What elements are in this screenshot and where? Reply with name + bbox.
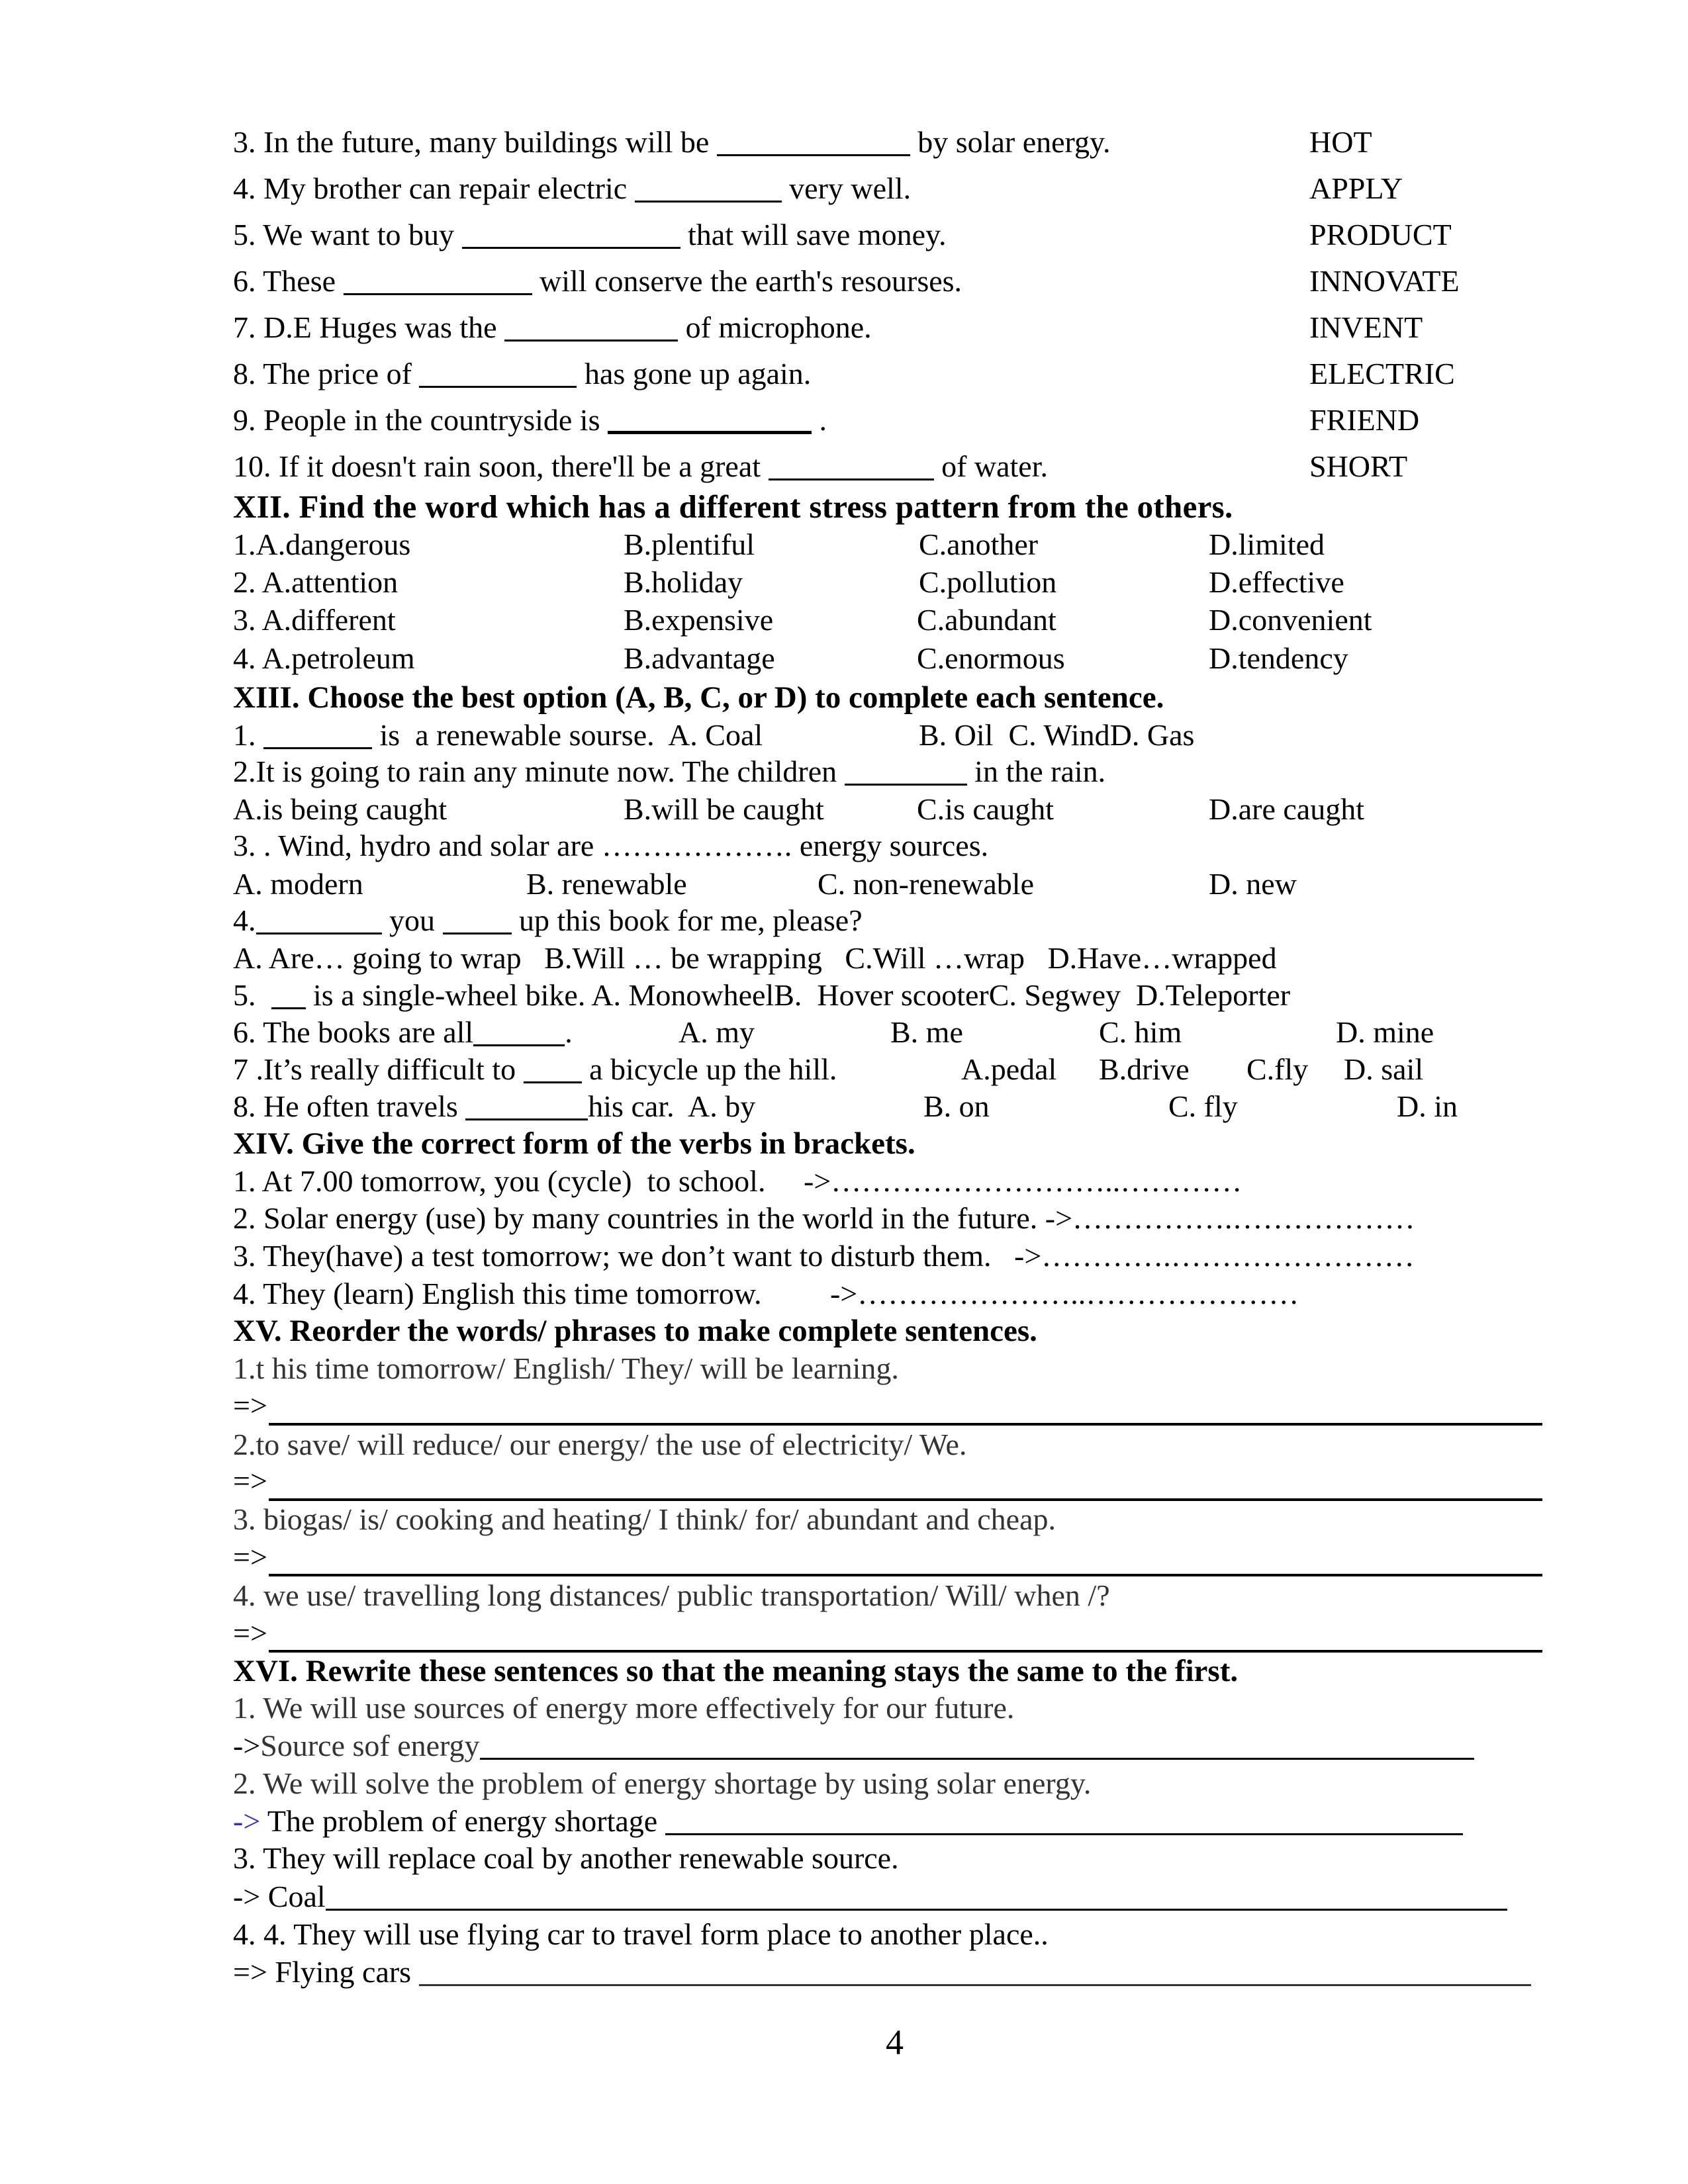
option-a[interactable]: 3. A.different [233,603,396,637]
answer-blank[interactable] [271,1007,306,1009]
question-8: 8. He often travels his car. A. by [233,1089,756,1123]
arrow-icon: => [233,1955,275,1989]
option-c[interactable]: C.fly [1246,1052,1309,1086]
option-c[interactable]: C. him [1099,1015,1182,1049]
answer-blank[interactable] [419,1983,1531,1986]
answer-blank[interactable] [326,1908,1507,1911]
question-1-options[interactable]: B. Oil C. WindD. Gas [919,718,1195,752]
root-word: SHORT [1309,449,1408,483]
arrow-icon: -> [233,1880,268,1913]
answer-line[interactable] [269,1423,1542,1426]
rewrite-prompt: 3. They will replace coal by another renewable source. [233,1841,899,1875]
reorder-prompt: 2.to save/ will reduce/ our energy/ the use of electricity/ We. [233,1428,967,1461]
answer-blank[interactable] [524,1081,582,1083]
rewrite-prompt: 1. We will use sources of energy more effectively for our future. [233,1691,1015,1725]
answer-blank[interactable] [635,200,782,203]
root-word: ELECTRIC [1309,357,1455,390]
word-form-item: 4. My brother can repair electric very well. [233,171,912,205]
question-1: 1. is a renewable sourse. A. Coal [233,718,763,752]
section-heading: XIV. Give the correct form of the verbs in brackets. [233,1126,915,1161]
option-d[interactable]: D.are caught [1209,792,1364,826]
option-c[interactable]: C.enormous [917,641,1065,675]
answer-blank[interactable] [344,293,532,295]
answer-prefix: => [233,1616,267,1650]
option-d[interactable]: D.effective [1209,565,1344,599]
answer-blank[interactable] [845,783,967,786]
option-b[interactable]: B. me [890,1015,963,1049]
arrow-icon: -> [233,1729,261,1762]
question-4-options[interactable]: A. Are… going to wrap B.Will … be wrapping C.Will …wrap D.Have…wrapped [233,941,1277,975]
section-heading: XV. Reorder the words/ phrases to make complete sentences. [233,1314,1037,1348]
rewrite-answer: -> The problem of energy shortage [233,1803,1463,1840]
option-d[interactable]: D. new [1209,867,1297,901]
word-form-item: 7. D.E Huges was the of microphone. [233,310,872,344]
question-2: 2.It is going to rain any minute now. The children in the rain. [233,754,1106,788]
option-a[interactable]: 1.A.dangerous [233,527,411,561]
option-a[interactable]: 2. A.attention [233,565,399,599]
answer-prefix: => [233,1464,267,1498]
option-b[interactable]: B. renewable [526,867,687,901]
root-word: APPLY [1309,171,1403,205]
answer-blank[interactable] [256,932,382,934]
option-d[interactable]: D. in [1397,1089,1458,1123]
option-b[interactable]: B.holiday [624,565,743,599]
reorder-prompt: 4. we use/ travelling long distances/ public transportation/ Will/ when /? [233,1578,1110,1612]
page-number: 4 [886,2023,904,2062]
section-heading: XII. Find the word which has a different stress pattern from the others. [233,488,1233,525]
answer-blank[interactable] [665,1833,1463,1835]
rewrite-answer: ->Source sof energy [233,1727,1474,1764]
root-word: INNOVATE [1309,264,1460,298]
word-form-item: 6. These will conserve the earth's resourses. [233,264,962,298]
option-a[interactable]: A. my [679,1015,755,1049]
option-d[interactable]: D.limited [1209,527,1325,561]
option-d[interactable]: D.tendency [1209,641,1348,675]
option-c[interactable]: C. fly [1168,1089,1238,1123]
root-word: INVENT [1309,310,1423,344]
word-form-item: 5. We want to buy that will save money. [233,218,947,251]
option-d[interactable]: D. sail [1344,1052,1424,1086]
answer-blank[interactable] [443,932,512,934]
word-form-item: 10. If it doesn't rain soon, there'll be a great of water. [233,449,1048,483]
rewrite-prompt: 4. 4. They will use flying car to travel form place to another place.. [233,1917,1049,1951]
arrow-icon: -> [233,1804,261,1838]
section-heading: XVI. Rewrite these sentences so that the meaning stays the same to the first. [233,1654,1239,1688]
option-b[interactable]: B.drive [1099,1052,1190,1086]
answer-prefix: => [233,1388,267,1422]
option-b[interactable]: B.plentiful [624,527,755,561]
answer-blank[interactable] [717,154,910,156]
root-word: PRODUCT [1309,218,1452,251]
answer-blank[interactable] [419,385,577,388]
option-a[interactable]: 4. A.petroleum [233,641,415,675]
option-c[interactable]: C.abundant [917,603,1056,637]
word-form-item: 3. In the future, many buildings will be by solar energy. [233,125,1111,159]
question-5: 5. is a single-wheel bike. A. MonowheelB. Hover scooterC. Segwey D.Teleporter [233,978,1291,1012]
root-word: HOT [1309,125,1372,159]
option-c[interactable]: C.is caught [917,792,1054,826]
section-heading: XIII. Choose the best option (A, B, C, or D) to complete each sentence. [233,680,1164,715]
verb-item[interactable]: 1. At 7.00 tomorrow, you (cycle) to school. ->………………………..………… [233,1164,1243,1198]
rewrite-answer: => Flying cars [233,1954,1531,1991]
answer-prefix: => [233,1540,267,1574]
question-7: 7 .It’s really difficult to a bicycle up the hill. [233,1052,837,1086]
rewrite-answer: -> Coal [233,1878,1507,1915]
verb-item[interactable]: 4. They (learn) English this time tomorrow. ->…………………..………………… [233,1277,1299,1310]
option-a[interactable]: A.is being caught [233,792,447,826]
option-c[interactable]: C.another [919,527,1039,561]
answer-blank[interactable] [504,339,678,341]
answer-blank[interactable] [263,747,372,749]
answer-blank[interactable] [465,1118,588,1120]
option-d[interactable]: D.convenient [1209,603,1372,637]
verb-item[interactable]: 3. They(have) a test tomorrow; we don’t want to disturb them. ->………….…………………… [233,1239,1415,1273]
question-4: 4. you up this book for me, please? [233,903,863,937]
option-d[interactable]: D. mine [1336,1015,1434,1049]
option-c[interactable]: C.pollution [919,565,1057,599]
reorder-prompt: 1.t his time tomorrow/ English/ They/ will be learning. [233,1351,899,1385]
answer-blank[interactable] [462,246,680,249]
word-form-item: 8. The price of has gone up again. [233,357,812,390]
question-3: 3. . Wind, hydro and solar are ………………. energy sources. [233,829,989,862]
option-b[interactable]: B.will be caught [624,792,824,826]
root-word: FRIEND [1309,403,1420,437]
answer-line[interactable] [269,1574,1542,1576]
question-6: 6. The books are all . [233,1015,573,1049]
answer-blank[interactable] [480,1757,1474,1760]
option-b[interactable]: B. on [923,1089,990,1123]
reorder-prompt: 3. biogas/ is/ cooking and heating/ I think/ for/ abundant and cheap. [233,1502,1056,1536]
rewrite-prompt: 2. We will solve the problem of energy shortage by using solar energy. [233,1766,1092,1800]
verb-item[interactable]: 2. Solar energy (use) by many countries in the world in the future. ->…………….……………… [233,1201,1415,1235]
option-c[interactable]: C. non-renewable [818,867,1034,901]
option-a[interactable]: A.pedal [961,1052,1057,1086]
word-form-item: 9. People in the countryside is . [233,403,827,437]
option-a[interactable]: A. modern [233,867,363,901]
option-b[interactable]: B.advantage [624,641,775,675]
option-b[interactable]: B.expensive [624,603,774,637]
answer-blank[interactable] [769,478,934,480]
answer-blank[interactable] [608,430,812,434]
answer-blank[interactable] [473,1044,565,1046]
